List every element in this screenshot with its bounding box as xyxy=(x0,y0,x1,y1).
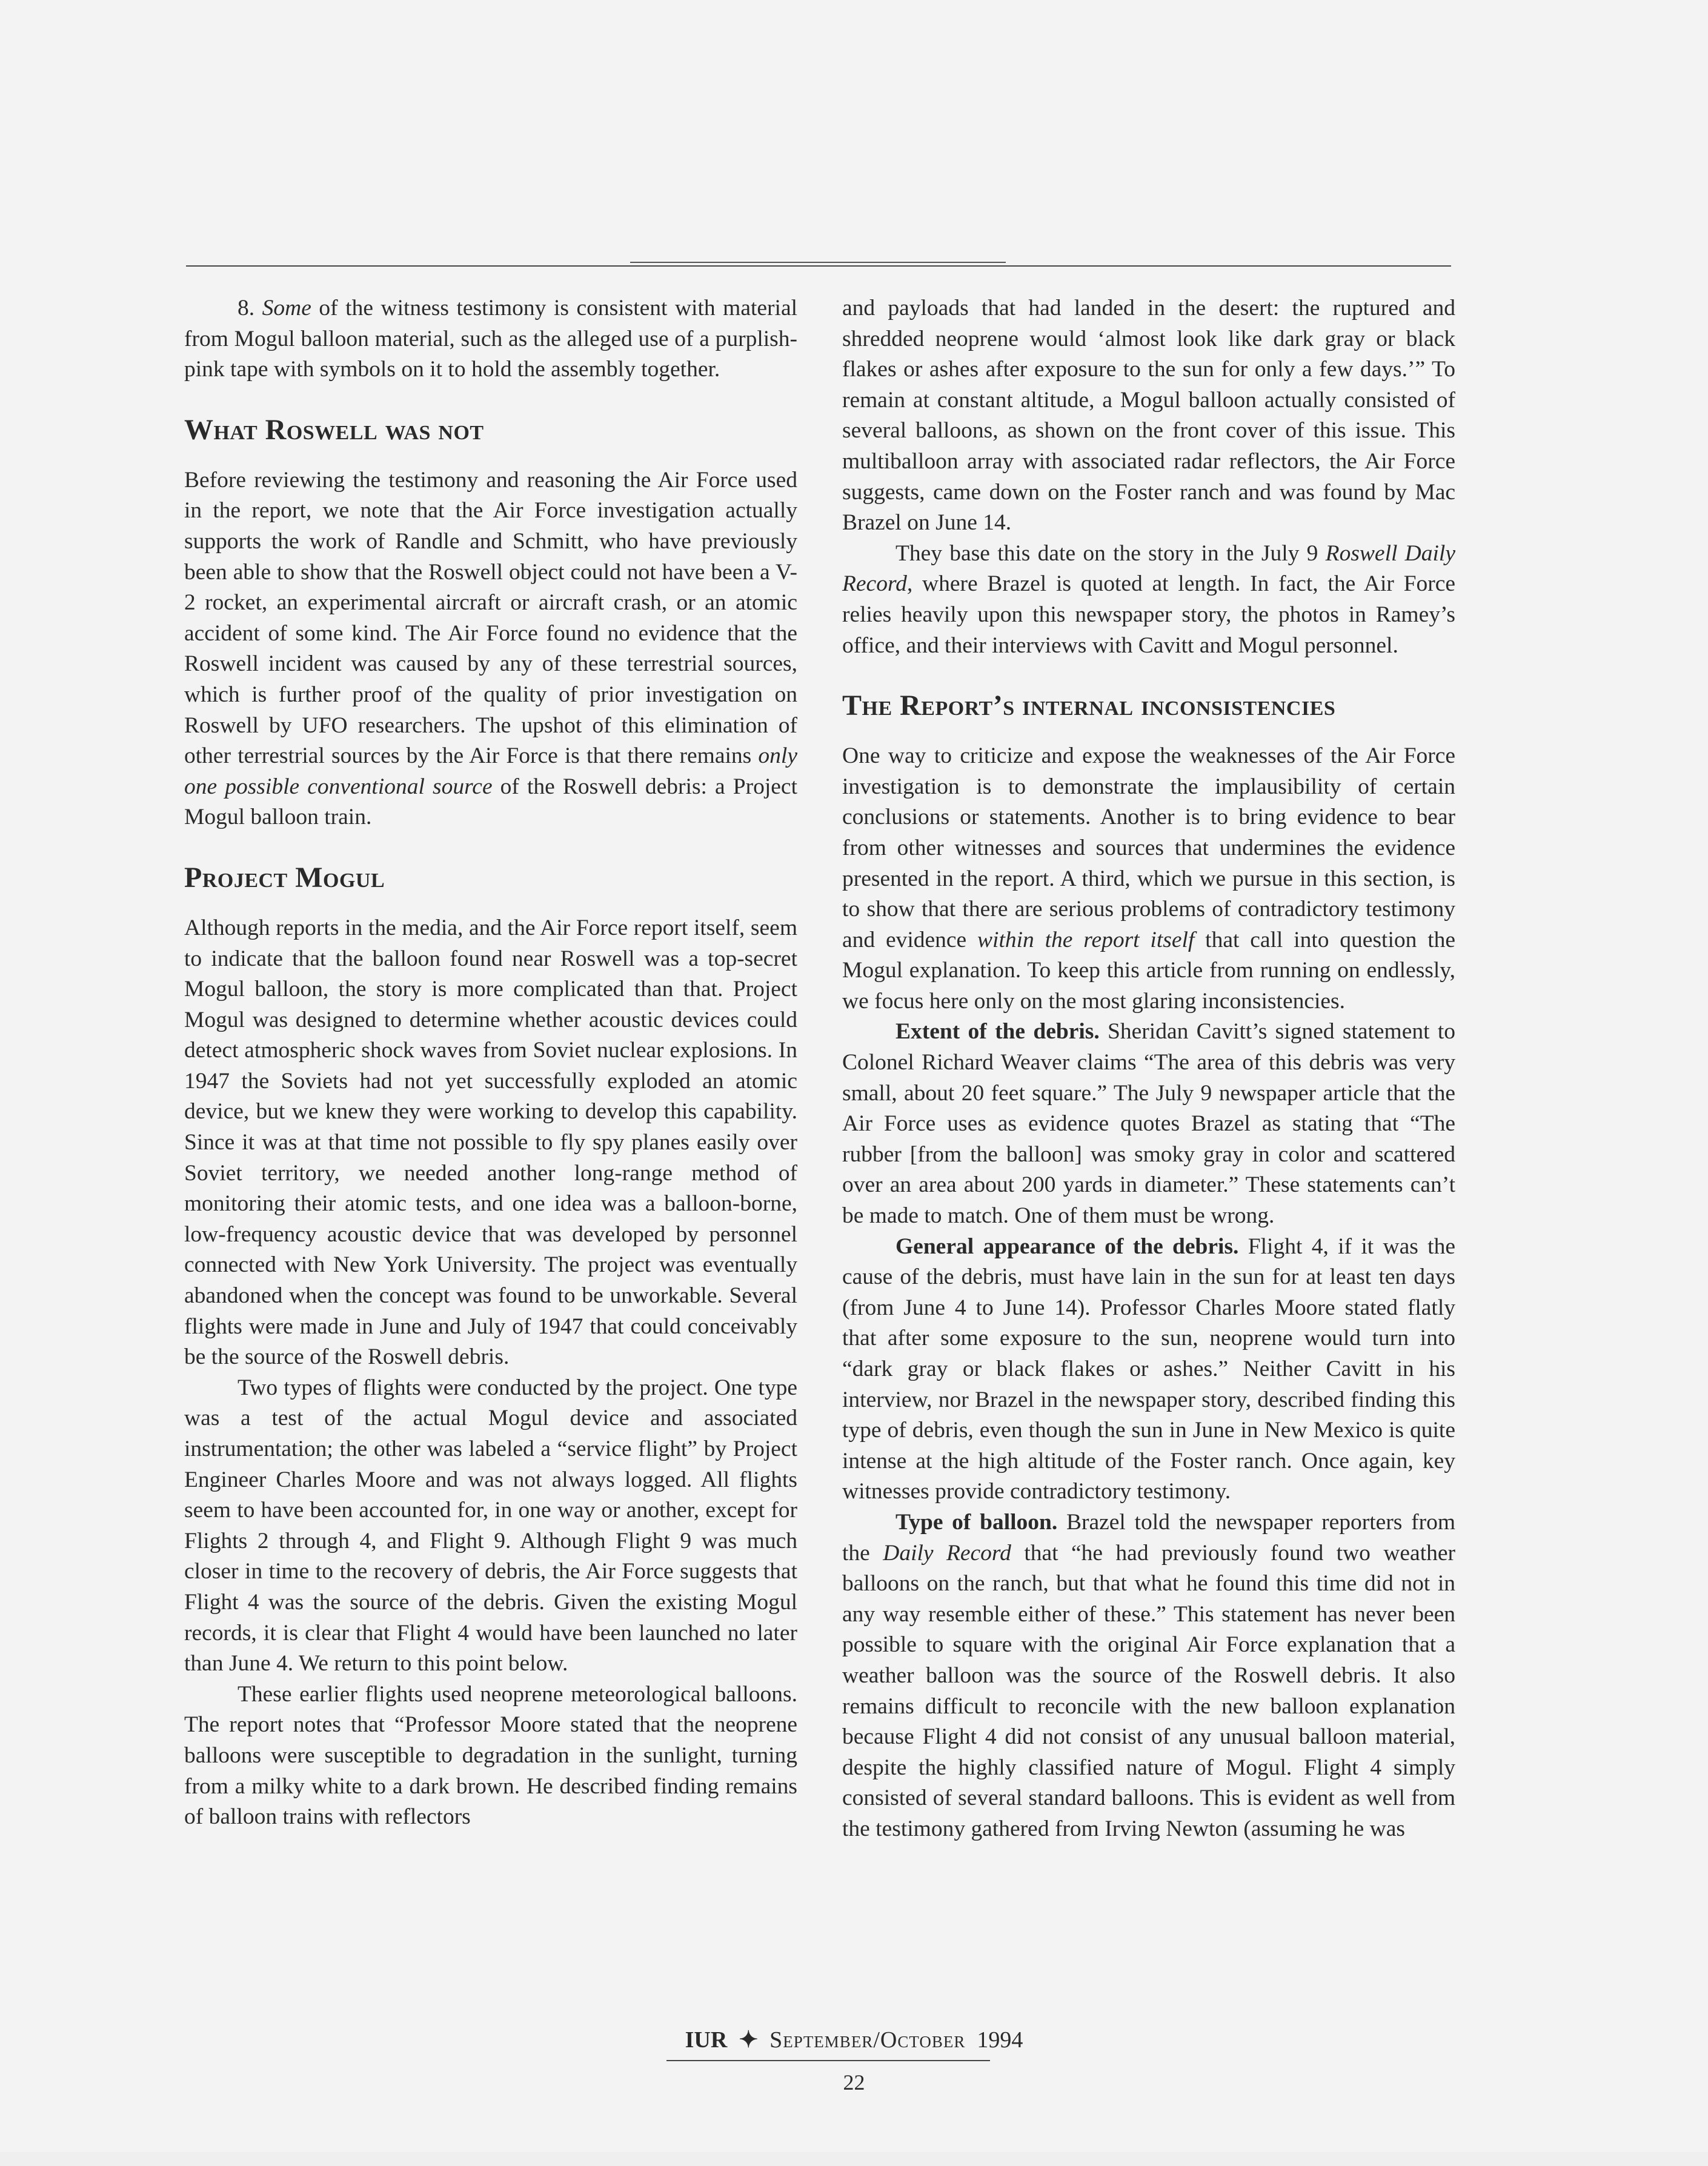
paragraph xyxy=(184,293,797,385)
issue-months: September/October xyxy=(769,2027,966,2053)
emphasis: Some xyxy=(262,296,311,321)
diamond-icon: ✦ xyxy=(739,2027,759,2053)
run-in-heading: Type of balloon. xyxy=(896,1509,1058,1535)
header-rule xyxy=(186,265,1451,267)
text: Before reviewing the testimony and reasoning the Air Force used in the report, we note that the Air Force investigation actually supports the work of Randle and Schmitt, who have previously been able to show that the Roswell object could not have been a V-2 rocket, an experimental aircraft or aircraft crash, or an atomic accident of some kind. The Air Force found no evidence that the Roswell incident was caused by any of these terrestrial sources, which is further proof of the quality of prior investigation on Roswell by UFO researchers. The upshot of this elimination of other terrestrial sources by the Air Force is that there remains xyxy=(184,467,797,769)
run-in-heading: Extent of the debris. xyxy=(896,1019,1100,1045)
left-column xyxy=(184,293,797,1833)
text: of the Roswell debris: a Project Mogul balloon train. xyxy=(184,774,797,830)
text: Brazel told the newspaper reporters from the xyxy=(842,1509,1455,1566)
paragraph: Although reports in the media, and the Air Force report itself, seem to indicate that the balloon found near Roswell was a top-secret Mogul balloon, the story is more complicated than that. Project Mogul was designed to determine whether acoustic devices could detect atmospheric shock waves from Soviet nuclear explosions. In 1947 the Soviets had not yet successfully exploded an atomic device, but we knew they were working to develop this capability. Since it was at that time not possible to fly spy planes easily over Soviet territory, we needed another long-range method of monitoring their atomic tests, and one idea was a balloon-borne, low-frequency acoustic device that was developed by personnel connected with New York University. The project was eventually abandoned when the concept was found to be unworkable. Several flights were made in June and July of 1947 that could conceivably be the source of the Roswell debris. xyxy=(184,915,797,1370)
right-column xyxy=(842,293,1455,1845)
text: that call into question the Mogul explanation. To keep this article from running on endlessly, we focus here only on the most glaring inconsistencies. xyxy=(842,927,1456,1014)
text: that “he had previously found two weather balloons on the ranch, but that what he found this time did not in any way resemble either of these.” This statement has never been possible to square with the original Air Force explanation that a weather balloon was the source of the Roswell debris. It also remains difficult to reconcile with the new balloon explanation because Flight 4 did not consist of any unusual balloon material, despite the highly classified nature of Mogul. Flight 4 simply consisted of several standard balloons. This is evident as well from the testimony gathered from Irving Newton (assuming he was xyxy=(842,1540,1455,1841)
paragraph xyxy=(184,465,797,833)
emphasis: Roswell Daily Record, xyxy=(842,540,1455,597)
section-heading: The Report’s internal inconsistencies xyxy=(842,689,1336,722)
publication-name: IUR xyxy=(685,2027,728,2053)
header-short-rule xyxy=(630,262,1006,263)
text: Flight 4, if it was the cause of the debris, must have lain in the sun for at least ten days (from June 4 to June 14). Professor Charles Moore stated flatly that after some exposure to the sun, neoprene would turn into “dark gray or black flakes or ashes.” Neither Cavitt in his interview, nor Brazel in the newspaper story, described finding this type of debris, even though the sun in June in New Mexico is quite intense at the high altitude of the Foster ranch. Once again, key witnesses provide contradictory testimony. xyxy=(842,1234,1455,1504)
page-number: 22 xyxy=(843,2070,865,2095)
paragraph xyxy=(842,1507,1455,1845)
text: of the witness testimony is consistent with material from Mogul balloon material, such as the alleged use of a purplish-pink tape with symbols on it to hold the assembly together. xyxy=(184,296,798,382)
paragraph xyxy=(842,539,1455,661)
paragraph: These earlier flights used neoprene meteorological balloons. The report notes that “Professor Moore stated that the neoprene balloons were susceptible to degradation in the sunlight, turning from a milky white to a dark brown. He described finding remains of balloon trains with reflectors xyxy=(184,1681,797,1830)
text: One way to criticize and expose the weaknesses of the Air Force investigation is to demonstrate the implausibility of certain conclusions or statements. Another is to bring evidence to bear from other witnesses and sources that undermines the evidence presented in the report. A third, which we pursue in this section, is to show that there are serious problems of contradictory testimony and evidence xyxy=(842,743,1455,952)
section-heading: What Roswell was not xyxy=(184,413,484,446)
emphasis: within the report itself xyxy=(977,927,1195,952)
section-heading: Project Mogul xyxy=(184,861,385,894)
text: They base this date on the story in the July 9 xyxy=(896,540,1326,566)
text: Sheridan Cavitt’s signed statement to Colonel Richard Weaver claims “The area of this debris was very small, about 20 feet square.” The July 9 newspaper article that the Air Force uses as evidence quotes Brazel as stating that “The rubber [from the balloon] was smoky gray in color and scattered over an area about 200 yards in diameter.” These statements can’t be made to match. One of them must be wrong. xyxy=(842,1019,1455,1229)
emphasis: only one possible conventional source xyxy=(184,743,797,799)
footer-masthead xyxy=(0,2026,1708,2053)
item-number: 8. xyxy=(238,296,262,321)
paragraph xyxy=(842,1017,1455,1231)
emphasis: Daily Record xyxy=(883,1540,1011,1566)
paragraph xyxy=(842,741,1455,1017)
paragraph xyxy=(842,1232,1455,1507)
issue-year: 1994 xyxy=(977,2027,1023,2053)
footer-rule xyxy=(666,2060,990,2061)
run-in-heading: General appearance of the debris. xyxy=(896,1234,1239,1259)
text: where Brazel is quoted at length. In fact, the Air Force relies heavily upon this newspaper story, the photos in Ramey’s office, and their interviews with Cavitt and Mogul personnel. xyxy=(842,571,1455,658)
paragraph: and payloads that had landed in the desert: the ruptured and shredded neoprene would ‘almost look like dark gray or black flakes or ashes after exposure to the sun for only a few days.’” To remain at constant altitude, a Mogul balloon actually consisted of several balloons, as shown on the front cover of this issue. This multiballoon array with associated radar reflectors, the Air Force suggests, came down on the Foster ranch and was found by Mac Brazel on June 14. xyxy=(842,296,1455,536)
paragraph: Two types of flights were conducted by the project. One type was a test of the actual Mogul device and associated instrumentation; the other was labeled a “service flight” by Project Engineer Charles Moore and was not always logged. All flights seem to have been accounted for, in one way or another, except for Flights 2 through 4, and Flight 9. Although Flight 9 was much closer in time to the recovery of debris, the Air Force suggests that Flight 4 was the source of the debris. Given the existing Mogul records, it is clear that Flight 4 would have been launched no later than June 4. We return to this point below. xyxy=(184,1375,797,1676)
